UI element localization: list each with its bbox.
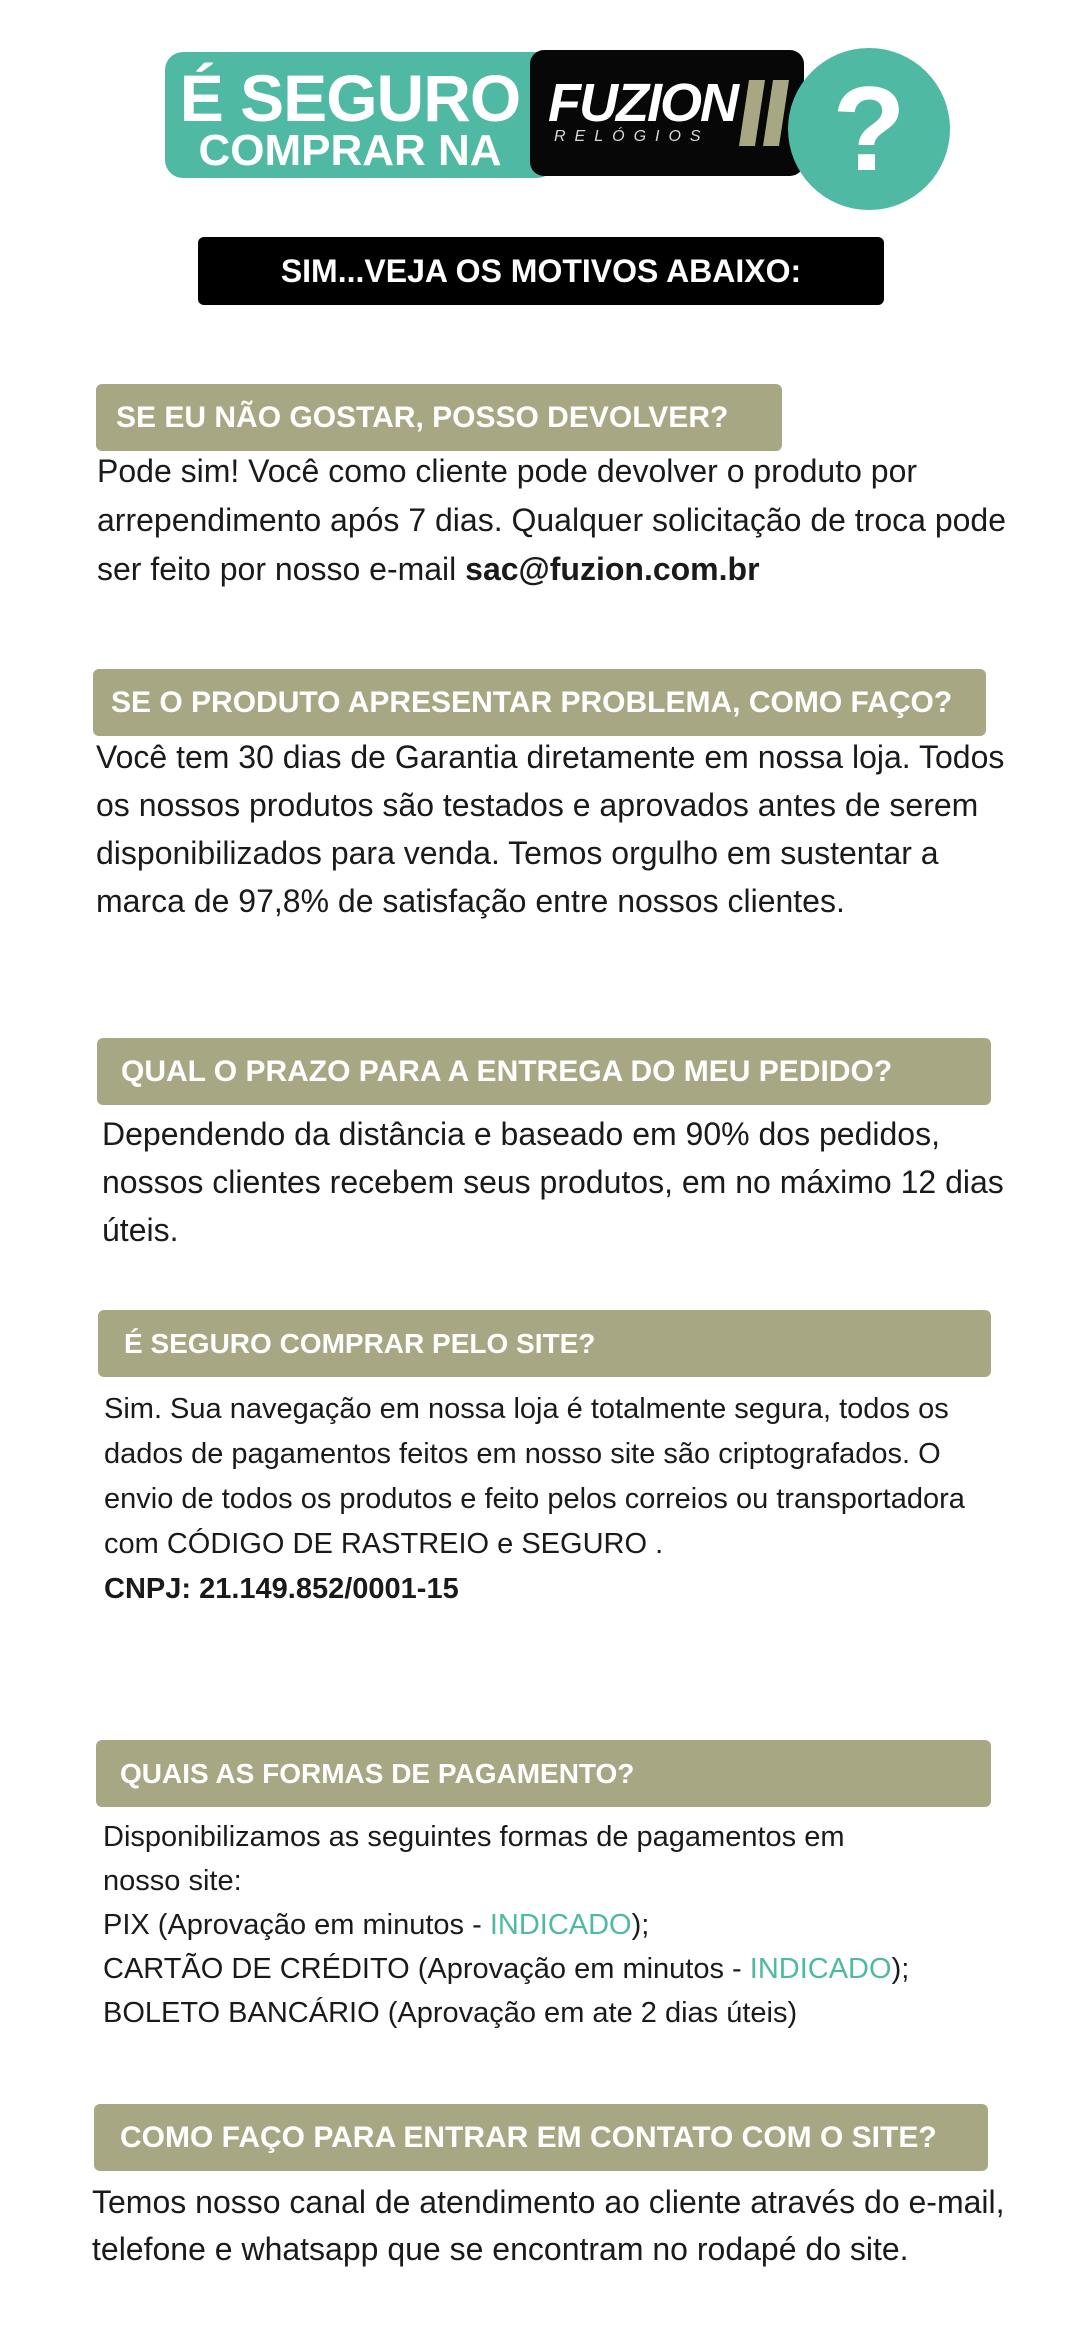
banner-title-line2: COMPRAR NA — [198, 126, 502, 175]
faq-answer-text: Sim. Sua navegação em nossa loja é totalmente segura, todos os dados de pagamentos feitos em nosso site são criptografados. O envio de todos os produtos e feito pelos correios ou transportadora com CÓDIGO DE RASTREIO e SEGURO . — [104, 1393, 965, 1560]
faq-question-title: É SEGURO COMPRAR PELO SITE? — [124, 1327, 596, 1359]
faq-answer-return — [97, 447, 1027, 594]
payment-option-card: CARTÃO DE CRÉDITO (Aprovação em minutos - INDICADO); — [103, 1953, 910, 1985]
recommended-tag: INDICADO — [749, 1953, 892, 1985]
payment-option-boleto: BOLETO BANCÁRIO (Aprovação em ate 2 dias úteis) — [103, 1997, 798, 2029]
faq-question-return — [96, 384, 782, 451]
banner-title-pill — [165, 52, 555, 178]
faq-answer-payment — [103, 1815, 983, 2035]
logo-wordmark: FUZION — [548, 73, 737, 133]
logo-subtitle: RELÓGIOS — [554, 128, 710, 145]
faq-answer-text: Dependendo da distância e baseado em 90% dos pedidos, nossos clientes recebem seus produtos, em no máximo 12 dias úteis. — [102, 1116, 1004, 1248]
payment-intro: Disponibilizamos as seguintes formas de pagamentos em nosso site: — [103, 1821, 845, 1897]
banner-title-line1: É SEGURO — [179, 61, 521, 135]
faq-answer-problem — [96, 733, 1016, 925]
faq-question-title: SE EU NÃO GOSTAR, POSSO DEVOLVER? — [116, 400, 729, 434]
faq-question-problem — [93, 669, 986, 736]
faq-question-title: QUAL O PRAZO PARA A ENTREGA DO MEU PEDIDO? — [121, 1054, 893, 1088]
reasons-banner: SIM...VEJA OS MOTIVOS ABAIXO: — [198, 237, 884, 305]
cnpj-number: CNPJ: 21.149.852/0001-15 — [104, 1573, 459, 1605]
faq-question-contact — [94, 2104, 988, 2171]
banner — [0, 0, 1080, 220]
faq-answer-text: Temos nosso canal de atendimento ao cliente através do e-mail, telefone e whatsapp que se encontram no rodapé do site. — [92, 2184, 1005, 2267]
faq-question-safety — [98, 1310, 991, 1377]
support-email: sac@fuzion.com.br — [465, 551, 760, 587]
faq-answer-contact — [92, 2179, 1012, 2273]
payment-option-pix: PIX (Aprovação em minutos - INDICADO); — [103, 1909, 650, 1941]
question-mark-icon: ? — [788, 48, 950, 210]
faq-question-delivery — [97, 1038, 991, 1105]
logo-double-bar-icon — [735, 80, 791, 146]
faq-question-payment — [96, 1740, 991, 1807]
faq-question-title: SE O PRODUTO APRESENTAR PROBLEMA, COMO FAÇO? — [111, 685, 953, 719]
faq-answer-text: Você tem 30 dias de Garantia diretamente em nossa loja. Todos os nossos produtos são testados e aprovados antes de serem disponibilizados para venda. Temos orgulho em sustentar a marca de 97,8% de satisfação entre nossos clientes. — [96, 739, 1005, 919]
recommended-tag: INDICADO — [489, 1909, 632, 1941]
faq-answer-delivery — [102, 1110, 1008, 1254]
faq-question-title: QUAIS AS FORMAS DE PAGAMENTO? — [120, 1757, 635, 1789]
fuzion-logo — [530, 50, 804, 176]
faq-answer-safety — [104, 1387, 984, 1612]
faq-question-title: COMO FAÇO PARA ENTRAR EM CONTATO COM O SITE? — [120, 2120, 937, 2154]
faq-answer-text: Pode sim! Você como cliente pode devolver o produto por arrependimento após 7 dias. Qualquer solicitação de troca pode ser feito por nosso e-mail — [97, 453, 1007, 587]
